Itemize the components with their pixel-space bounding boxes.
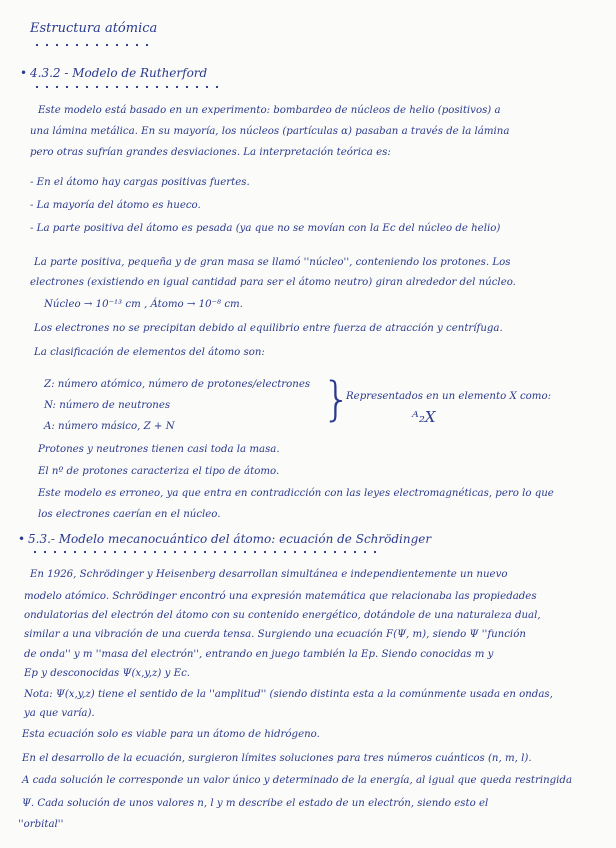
paragraph-line: En el desarrollo de la ecuación, surgieron límites soluciones para tres números cuánticos (n, m, l). bbox=[22, 753, 532, 764]
paragraph-line: Ep y desconocidas Ψ(x,y,z) y Ec. bbox=[24, 668, 191, 679]
paragraph-line: En 1926, Schrödinger y Heisenberg desarrollan simultánea e independientemente un nuevo bbox=[30, 569, 508, 580]
paragraph-line: electrones (existiendo en igual cantidad para ser el átomo neutro) giran alrededor del núcleo. bbox=[30, 277, 516, 288]
paragraph-line: Protones y neutrones tienen casi toda la masa. bbox=[38, 444, 280, 455]
paragraph-line: pero otras sufrían grandes desviaciones. La interpretación teórica es: bbox=[30, 147, 391, 158]
section-heading-schrodinger: 5.3.- Modelo mecanocuántico del átomo: ecuación de Schrödinger bbox=[28, 532, 432, 546]
representation-note: Representados en un elemento X como: bbox=[346, 391, 552, 402]
paragraph-line: una lámina metálica. En su mayoría, los núcleos (partículas α) pasaban a través de la lámina bbox=[30, 126, 510, 137]
paragraph-line: La parte positiva, pequeña y de gran masa se llamó ''núcleo'', conteniendo los protones. Los bbox=[34, 257, 511, 268]
section-bullet: • bbox=[18, 532, 26, 546]
section-bullet: • bbox=[20, 66, 28, 80]
definition-n: N: número de neutrones bbox=[44, 400, 171, 411]
element-notation: ᴬ₂X bbox=[412, 408, 436, 426]
section-heading-rutherford: 4.3.2 - Modelo de Rutherford bbox=[30, 66, 208, 80]
paragraph-line: Ψ. Cada solución de unos valores n, l y m describe el estado de un electrón, siendo esto el bbox=[22, 798, 489, 809]
paragraph-line: similar a una vibración de una cuerda tensa. Surgiendo una ecuación F(Ψ, m), siendo Ψ ''función bbox=[24, 629, 526, 640]
definition-z: Z: número atómico, número de protones/electrones bbox=[44, 379, 311, 390]
paragraph-line: Este modelo está basado en un experimento: bombardeo de núcleos de helio (positivos) a bbox=[38, 105, 501, 116]
paragraph-line: ondulatorias del electrón del átomo con su contenido energético, dotándole de una naturaleza dual, bbox=[24, 610, 541, 621]
size-comparison: Núcleo → 10⁻¹³ cm , Átomo → 10⁻⁸ cm. bbox=[44, 299, 243, 310]
definition-a: A: número másico, Z + N bbox=[44, 421, 175, 432]
paragraph-line: Esta ecuación solo es viable para un átomo de hidrógeno. bbox=[22, 729, 320, 740]
paragraph-line: ''orbital'' bbox=[18, 819, 64, 830]
paragraph-line: La clasificación de elementos del átomo son: bbox=[34, 347, 265, 358]
paragraph-line: A cada solución le corresponde un valor único y determinado de la energía, al igual que queda restringida bbox=[22, 775, 573, 786]
bullet-item: - La mayoría del átomo es hueco. bbox=[30, 200, 201, 211]
note-line: Nota: Ψ(x,y,z) tiene el sentido de la ''amplitud'' (siendo distinta esta a la comúnmente usada en ondas, bbox=[24, 689, 553, 700]
title-underline bbox=[32, 42, 154, 48]
paragraph-line: Este modelo es erroneo, ya que entra en contradicción con las leyes electromagnéticas, pero lo que bbox=[38, 488, 554, 499]
paragraph-line: Los electrones no se precipitan debido al equilibrio entre fuerza de atracción y centrífuga. bbox=[34, 323, 503, 334]
paragraph-line: los electrones caerían en el núcleo. bbox=[38, 509, 221, 520]
paragraph-line: El nº de protones caracteriza el tipo de átomo. bbox=[38, 466, 280, 477]
page-title: Estructura atómica bbox=[30, 21, 158, 36]
paragraph-line: de onda'' y m ''masa del electrón'', entrando en juego también la Ep. Siendo conocidas m y bbox=[24, 649, 494, 660]
heading-underline bbox=[30, 549, 382, 555]
note-line: ya que varía). bbox=[24, 708, 95, 719]
paragraph-line: modelo atómico. Schrödinger encontró una expresión matemática que relacionaba las propiedades bbox=[24, 591, 537, 602]
bullet-item: - La parte positiva del átomo es pesada (ya que no se movían con la Ec del núcleo de helio) bbox=[30, 223, 501, 234]
heading-underline bbox=[32, 84, 222, 90]
curly-brace-icon: } bbox=[322, 372, 352, 426]
bullet-item: - En el átomo hay cargas positivas fuertes. bbox=[30, 177, 250, 188]
